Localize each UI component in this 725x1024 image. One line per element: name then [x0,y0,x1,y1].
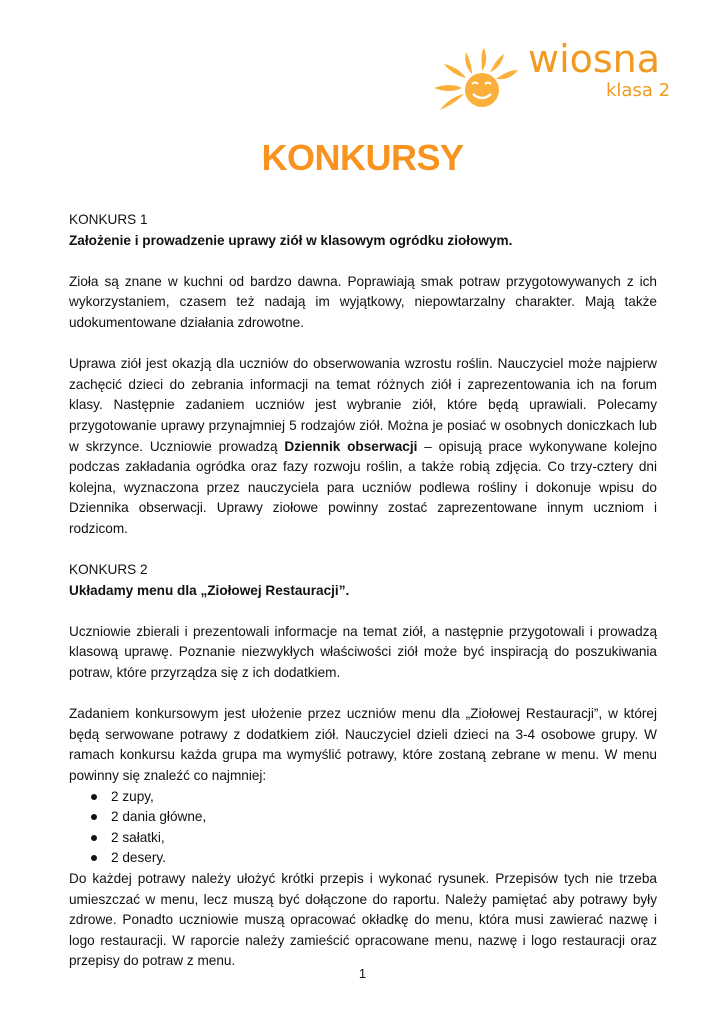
page-number: 1 [358,966,367,981]
konkurs-2-heading: Układamy menu dla „Ziołowej Restauracji”. [69,582,350,598]
konkurs-1-paragraph-1: Zioła są znane w kuchni od bardzo dawna. Poprawiają smak potraw przygotowywanych z ich wykorzystaniem, czasem też nadają im wyjątkowy, niepowtarzalny charakter. Mają także udokumentowane działania zdrowotne. [69,273,657,330]
konkurs-2-paragraph-3: Do każdej potrawy należy ułożyć krótki przepis i wykonać rysunek. Przepisów tych nie trzeba umieszczać w menu, lecz muszą być dołączone do raportu. Należy pamiętać aby potrawy były zdrowe. Ponadto uczniowie muszą opracować okładkę do menu, która musi zawierać nazwę i logo restauracji. W raporcie należy zamieścić opracowane menu, nazwę i logo restauracji oraz przepisy do potraw z menu. [69,871,657,969]
konkurs-2-label: KONKURS 2 [69,562,148,578]
paragraph-text: Uprawa ziół jest okazją dla uczniów do obserwowania wzrostu roślin. Nauczyciel może najpierw zachęcić dzieci do zebrania informacji na temat różnych ziół i zaprezentowania ich na forum klasy. Następnie zadaniem uczniów jest wybranie ziół, które będą uprawiali. Polecamy przygotowanie uprawy przynajmniej 5 rodzajów ziół. Można je posiać w osobnych doniczkach lub w skrzynce. Uczniowie prowadzą [69,356,657,454]
konkurs-1-paragraph-2 [69,354,657,539]
list-item: 2 zupy, [69,787,657,808]
paragraph-text: – opisują prace wykonywane kolejno podczas zakładania ogródka oraz fazy rozwoju roślin, a także robią zdjęcia. Co trzy-cztery dni kolejna, wyznaczona przez nauczyciela para uczniów podlewa rośliny i dokonuje wpisu do Dziennika obserwacji. Uprawy ziołowe powinny zostać zaprezentowane innym uczniom i rodzicom. [69,438,657,536]
list-item: 2 dania główne, [69,807,657,828]
menu-requirements-list [69,787,657,869]
konkurs-2-paragraph-1: Uczniowie zbierali i prezentowali informacje na temat ziół, a następnie przygotowali i prowadzą klasową uprawę. Poznanie niezwykłych właściwości ziół może być inspiracją do poszukiwania potraw, które przyrządza się z ich dodatkiem. [69,623,657,681]
konkurs-1-label: KONKURS 1 [69,212,148,227]
list-item: 2 sałatki, [69,828,657,849]
sun-icon [432,44,532,114]
wiosna-logo [432,37,682,114]
logo-subtitle: klasa 2 [606,80,671,101]
document-body [69,210,657,972]
konkurs-1-heading: Założenie i prowadzenie uprawy ziół w klasowym ogródku ziołowym. [69,232,513,248]
logo-wordmark: wiosna [528,37,661,81]
konkurs-2-paragraph-2: Zadaniem konkursowym jest ułożenie przez uczniów menu dla „Ziołowej Restauracji”, w której będą serwowane potrawy z dodatkiem ziół. Nauczyciel dzieli dzieci na 3-4 osobowe grupy. W ramach konkursu każda grupa ma wymyślić potrawy, które zostaną zebrane w menu. W menu powinny się znaleźć co najmniej: [69,706,657,784]
page-title: KONKURSY [261,137,464,178]
list-item: 2 desery. [69,848,657,869]
dziennik-obserwacji-term: Dziennik obserwacji [284,438,418,454]
